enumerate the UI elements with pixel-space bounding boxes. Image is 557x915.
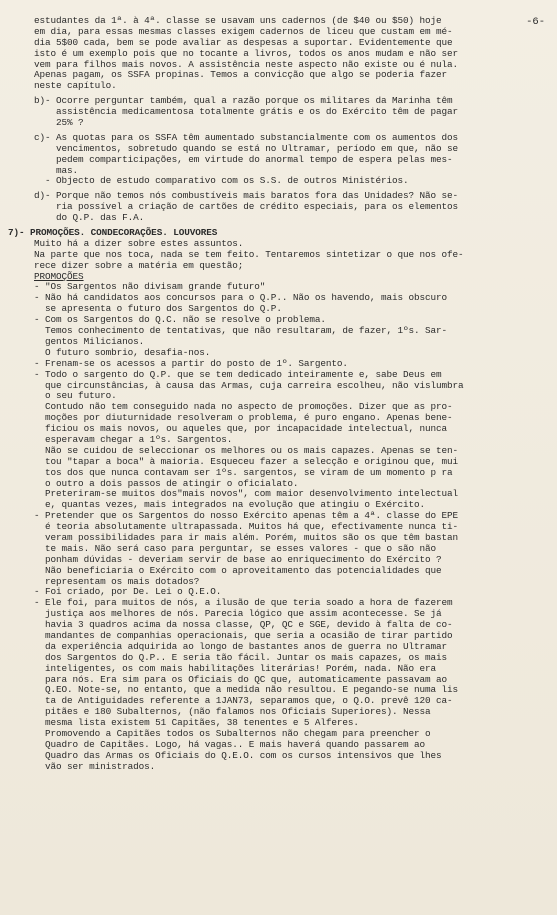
text-line: c)- As quotas para os SSFA têm aumentado substancialmente com os aumentos dos [34,131,459,143]
text-line: o seu futuro. [34,390,117,402]
text-line: - Frenam-se os acessos a partir do posto de 1º. Sargento. [34,357,348,369]
text-line: justiça aos melhores de nós. Parecia lógico que assim acontecesse. Se já [34,608,442,620]
text-line: Muito há a dizer sobre estes assuntos. [34,237,244,249]
text-line: ta de Antiguidades referente a 1JAN73, separamos que, o Q.O. prevê 120 ca- [34,695,453,707]
text-line: - Objecto de estudo comparativo com os S.S. de outros Ministérios. [34,175,409,187]
page-number: -6- [526,16,545,28]
text-line: mesma lista existem 51 Capitães, 38 tenentes e 5 Alferes. [34,717,359,729]
text-line: vão ser ministrados. [34,760,156,772]
text-line: é teoria absolutamente ultrapassada. Muitos há que, efectivamente nunca ti- [34,521,459,533]
text-line: para nós. Era sim para os Oficiais do QC que, automaticamente passavam ao [34,673,448,685]
text-line: veram possibilidades para ir mais além. Porém, muitos são os que têm bastan [34,531,459,543]
text-line: Apenas pagam, os SSFA propinas. Temos a convicção que algo se poderia fazer [34,69,448,81]
text-line: - Todo o sargento do Q.P. que se tem dedicado inteiramente e, sabe Deus em [34,368,442,380]
text-line: - "Os Sargentos não divisam grande futuro" [34,281,266,293]
text-line: rece dizer sobre a matéria em questão; [34,259,244,271]
text-line: gentos Milicianos. [34,335,145,347]
text-line: que circunstâncias, à causa das Armas, cuja carreira escolheu, não vislumbra [34,379,464,391]
text-line: b)- Ocorre perguntar também, qual a razão porque os militares da Marinha têm [34,95,453,107]
section-heading: 7)- PROMOÇÕES. CONDECORAÇÕES. LOUVORES [8,227,218,239]
text-line: Não se cuidou de seleccionar os melhores ou os mais capazes. Apenas se ten- [34,444,459,456]
text-line: inteligentes, os com mais habilitações literárias! Porém, nada. Não era [34,662,437,674]
text-line: estudantes da 1ª. à 4ª. classe se usavam uns cadernos (de $40 ou $50) hoje [34,15,442,26]
text-line: te mais. Não será caso para perguntar, se esses valores - que o são não [34,542,437,554]
text-line: tos dos que nunca contavam ser 1ºs. sargentos, se viram de um momento p ra [34,466,453,478]
text-line: isto é um exemplo pois que no tocante a livros, todos os anos mudam e não ser [34,47,459,59]
text-line: Não beneficiaria o Exército com o aproveitamento das potencialidades que [34,564,442,576]
text-line: assistência medicamentosa totalmente grátis e os do Exército têm de pagar [34,106,459,118]
text-line: Preteriram-se muitos dos"mais novos", com maior desenvolvimento intelectual [34,488,459,500]
text-line: - Pretender que os Sargentos do nosso Exército apenas têm a 4ª. classe do EPE [34,510,459,522]
text-line: ficiou os mais novos, ou aqueles que, por incapacidade intelectual, nunca [34,423,448,435]
text-line: ria possível a criação de cartões de crédito especiais, para os elementos [34,201,459,213]
text-line: e, quantas vezes, mais integrados na evolução que atingiu o Exército. [34,499,426,511]
text-line: ponham dúvidas - deveriam servir de base ao enriquecimento do Exército ? [34,553,442,565]
text-line: Quadro de Capitães. Logo, há vagas.. E mais haverá quando passarem ao [34,738,426,750]
text-line: Q.EO. Note-se, no entanto, que a medida não resultou. E pegando-se numa lis [34,684,459,696]
text-line: 25% ? [34,117,84,129]
text-line: mas. [34,164,79,176]
text-line: O futuro sombrio, desafia-nos. [34,346,211,358]
text-line: vencimentos, sobretudo quando se está no Ultramar, período em que, não se [34,142,459,154]
text-line: do Q.P. das F.A. [34,212,145,224]
text-line: moções por diuturnidade resolveram o problema, é puro engano. Apenas bene- [34,412,453,424]
text-line: representam os mais dotados? [34,575,200,587]
text-line: Promovendo a Capitães todos os Subalternos não chegam para preencher o [34,728,431,739]
text-line: dia 5$00 cada, bem se pode avaliar as despesas a suportar. Evidentemente que [34,36,453,48]
text-line: esperavam chegar a 1ºs. Sargentos. [34,433,233,445]
text-line: Quadro das Armas os Oficiais do Q.E.O. com os cursos intensivos que lhes [34,749,442,761]
text-line: dos Sargentos do Q.P.. E seria tão fácil. Juntar os mais capazes, os mais [34,651,448,663]
text-line: vem para filhos mais novos. A assistência neste aspecto não existe ou é nula. [34,58,459,70]
text-line: d)- Porque não temos nós combustíveis mais baratos fora das Unidades? Não se- [34,190,459,202]
text-line: - Não há candidatos aos concursos para o Q.P.. Não os havendo, mais obscuro [34,292,448,304]
text-line: Contudo não tem conseguido nada no aspecto de promoções. Dizer que as pro- [34,401,453,413]
text-line: neste capítulo. [34,80,117,92]
text-line: - Com os Sargentos do Q.C. não se resolve o problema. [34,314,326,326]
text-line: havia 3 quadros acima da nossa classe, QP, QC e SGE, devido à falta de co- [34,619,453,631]
document-body [8,16,543,773]
text-line: Temos conhecimento de tentativas, que não resultaram, de fazer, 1ºs. Sar- [34,325,448,337]
text-line: - Foi criado, por De. Lei o Q.E.O. [34,586,222,598]
text-line: em dia, para essas mesmas classes exigem cadernos de liceu que custam em mé- [34,25,453,37]
text-line: o outro a dois passos de atingir o oficialato. [34,477,299,489]
text-line: pitães e 180 Subalternos, (não falamos nos Oficiais Superiores). Nessa [34,706,431,718]
text-line: - Ele foi, para muitos de nós, a ilusão de que teria soado a hora de fazerem [34,597,453,609]
text-line: se apresenta o futuro dos Sargentos do Q.P. [34,303,282,315]
text-line: mandantes de companhias operacionais, que seria a ocasião de tirar partido [34,629,453,641]
text-line: da experiência adquirida ao longo de bastantes anos de guerra no Ultramar [34,640,448,652]
text-line: tou "tapar a boca" à maioria. Esqueceu fazer a selecção e originou que, mui [34,455,459,467]
text-line: Na parte que nos toca, nada se tem feito. Tentaremos sintetizar o que nos ofe- [34,248,464,260]
subsection-heading: PROMOÇÕES [34,270,84,282]
text-line: pedem comparticipações, em virtude do anormal tempo de espera pelas mes- [34,153,453,165]
